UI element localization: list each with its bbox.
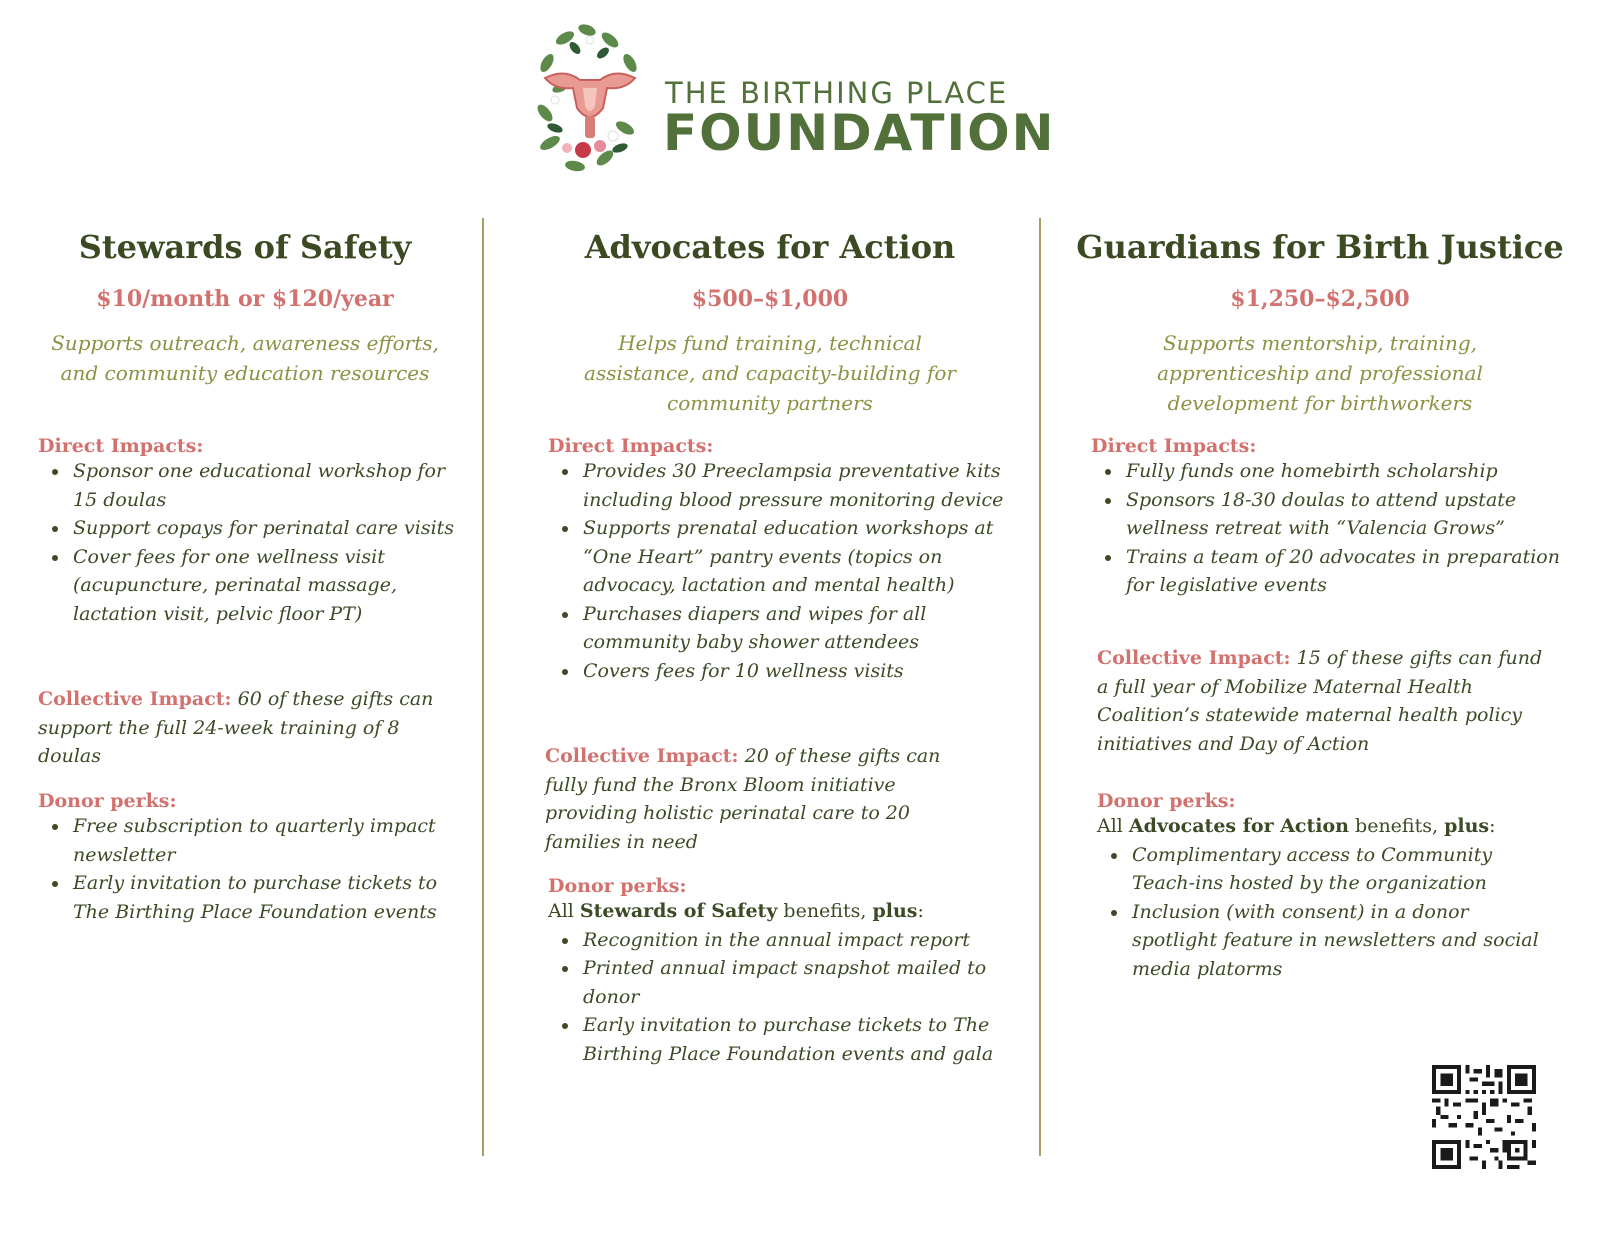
donor-perks-section [1097,790,1557,983]
collective-impact-label: Collective Impact: [38,688,232,710]
collective-impact-text: 60 of these gifts can support the full 24-week training of 8 doulas [38,688,434,767]
collective-impact-section [1097,644,1547,758]
perks-intro-mid: benefits, [783,900,867,922]
donor-perks-label: Donor perks: [38,790,177,812]
donor-perks-label: Donor perks: [1097,790,1236,812]
donor-perks-section [38,790,458,926]
tier-column-guardians [1050,228,1590,418]
collective-impact-label: Collective Impact: [1097,647,1291,669]
tier-title: Stewards of Safety [78,228,412,266]
direct-impacts-list [38,457,458,628]
direct-impacts-section [38,435,458,628]
direct-impacts-section [548,435,1008,685]
perks-intro-tier: Stewards of Safety [579,900,778,922]
list-item: Printed annual impact snapshot mailed to donor [583,954,1008,1011]
brand-name-line1: THE BIRTHING PLACE [665,76,1009,110]
direct-impacts-list [1091,457,1561,600]
perks-intro-tier: Advocates for Action [1128,815,1349,837]
collective-impact-text: 15 of these gifts can fund a full year of Mobilize Maternal Health Coalition’s statewide maternal health policy initiatives and Day of Action [1097,647,1543,755]
tier-description: Supports mentorship, training, apprenticeship and professional development for birthworkers [1157,331,1483,415]
list-item: Sponsor one educational workshop for 15 doulas [73,457,458,514]
list-item: Support copays for perinatal care visits [73,514,458,543]
list-item: Fully funds one homebirth scholarship [1126,457,1561,486]
list-item: Inclusion (with consent) in a donor spotlight feature in newsletters and social media platorms [1132,898,1557,984]
donor-perks-intro [1097,812,1557,841]
column-divider [1039,218,1041,1156]
tier-price: $500–$1,000 [691,286,849,312]
list-item: Trains a team of 20 advocates in preparation for legislative events [1126,543,1561,600]
list-item: Purchases diapers and wipes for all community baby shower attendees [583,600,1008,657]
collective-impact-label: Collective Impact: [545,745,739,767]
tier-column-advocates [540,228,1000,418]
donor-perks-list [548,926,1008,1069]
list-item: Complimentary access to Community Teach-ins hosted by the organization [1132,841,1557,898]
list-item: Provides 30 Preeclampsia preventative kits including blood pressure monitoring device [583,457,1008,514]
list-item: Recognition in the annual impact report [583,926,1008,955]
tier-title: Advocates for Action [584,228,956,266]
list-item: Free subscription to quarterly impact newsletter [73,812,458,869]
header [525,18,1056,178]
perks-intro-mid: benefits, [1355,815,1439,837]
direct-impacts-label: Direct Impacts: [38,435,204,457]
donor-perks-section [548,875,1008,1068]
perks-intro-end: : [917,900,924,922]
donor-perks-list [38,812,458,926]
direct-impacts-label: Direct Impacts: [548,435,714,457]
list-item: Sponsors 18-30 doulas to attend upstate wellness retreat with “Valencia Grows” [1126,486,1561,543]
donor-perks-label: Donor perks: [548,875,687,897]
tier-price: $10/month or $120/year [96,286,394,312]
perks-intro-plus: plus [872,900,918,922]
perks-intro-prefix: All [548,900,574,922]
column-divider [482,218,484,1156]
collective-impact-section [545,742,965,856]
collective-impact-section [38,685,448,771]
list-item: Supports prenatal education workshops at “One Heart” pantry events (topics on advocacy, lactation and mental health) [583,514,1008,600]
list-item: Early invitation to purchase tickets to The Birthing Place Foundation events and gala [583,1011,1008,1068]
tier-description: Supports outreach, awareness efforts, and community education resources [51,331,439,385]
tier-description: Helps fund training, technical assistance, and capacity-building for community partners [584,331,956,415]
perks-intro-end: : [1489,815,1496,837]
donor-perks-list [1097,841,1557,984]
qr-code-icon[interactable] [1432,1065,1536,1169]
tier-price: $1,250–$2,500 [1230,286,1410,312]
collective-impact-text: 20 of these gifts can fully fund the Bronx Bloom initiative providing holistic perinatal care to 20 families in need [545,745,941,853]
direct-impacts-label: Direct Impacts: [1091,435,1257,457]
perks-intro-prefix: All [1097,815,1123,837]
donor-perks-intro [548,897,1008,926]
tier-column-stewards [30,228,460,388]
list-item: Cover fees for one wellness visit (acupuncture, perinatal massage, lactation visit, pelvic floor PT) [73,543,458,629]
tier-title: Guardians for Birth Justice [1076,228,1564,266]
list-item: Early invitation to purchase tickets to The Birthing Place Foundation events [73,869,458,926]
list-item: Covers fees for 10 wellness visits [583,657,1008,686]
floral-uterus-logo-icon [525,18,655,178]
direct-impacts-list [548,457,1008,685]
direct-impacts-section [1091,435,1561,600]
perks-intro-plus: plus [1444,815,1490,837]
brand-name-line2: FOUNDATION [663,104,1056,162]
